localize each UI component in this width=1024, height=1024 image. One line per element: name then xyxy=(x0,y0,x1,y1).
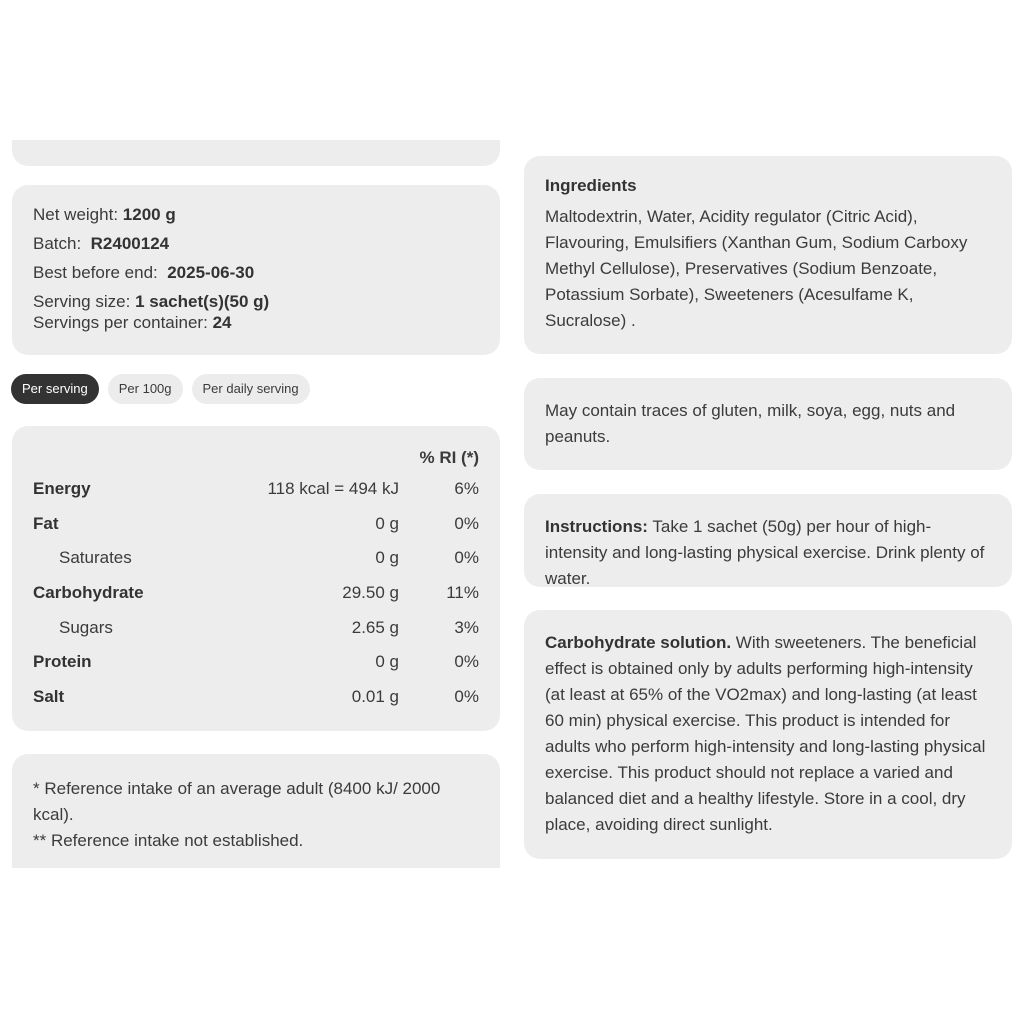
nutrition-row-saturates xyxy=(33,541,479,576)
allergens-card xyxy=(524,378,1012,470)
net-weight-row xyxy=(33,205,479,234)
footnote-reference-intake: * Reference intake of an average adult (8400 kJ/ 2000 kcal). xyxy=(33,779,441,824)
serving-size-label: Serving size: xyxy=(33,292,131,311)
description-text: With sweeteners. The beneficial effect is obtained only by adults performing high-intensity (at least at 65% of the VO2max) and long-lasting (at least 60 min) physical exercise. This product is intended for adults who perform high-intensity and long-lasting physical exercise. This product should not replace a varied and balanced diet and a healthy lifestyle. Store in a cool, dry place, avoiding direct sunlight. xyxy=(545,633,986,834)
nutrient-amount: 29.50 g xyxy=(342,583,399,603)
ingredients-text: Maltodextrin, Water, Acidity regulator (Citric Acid), Flavouring, Emulsifiers (Xanthan Gum, Sodium Carboxy Methyl Cellulose), Preservatives (Sodium Benzoate, Potassium Sorbate), Sweeteners (Acesulfame K, Sucralose) . xyxy=(545,207,968,330)
nutrition-row-fat xyxy=(33,507,479,542)
nutrient-amount: 0 g xyxy=(375,652,399,672)
nutrition-row-carbohydrate xyxy=(33,576,479,611)
nutrition-tabs xyxy=(11,374,310,404)
description-label: Carbohydrate solution. xyxy=(545,633,732,652)
nutrient-amount: 0 g xyxy=(375,548,399,568)
nutrition-row-protein xyxy=(33,645,479,680)
nutrient-amount: 0 g xyxy=(375,513,399,533)
ri-header: % RI (*) xyxy=(419,448,479,467)
instructions-label: Instructions: xyxy=(545,517,648,536)
nutrient-amount: 0.01 g xyxy=(351,686,399,706)
best-before-row xyxy=(33,263,479,292)
nutrient-name: Fat xyxy=(33,513,59,533)
nutrient-amount: 2.65 g xyxy=(351,617,399,637)
nutrient-ri: 6% xyxy=(454,479,479,499)
nutrition-table xyxy=(33,444,479,714)
nutrient-name: Saturates xyxy=(59,548,132,568)
nutrient-ri: 11% xyxy=(446,583,479,603)
batch-label: Batch: xyxy=(33,234,82,253)
servings-value: 24 xyxy=(212,313,232,332)
net-weight-label: Net weight: xyxy=(33,205,119,224)
nutrient-name: Protein xyxy=(33,652,92,672)
instructions-text: Take 1 sachet (50g) per hour of high-intensity and long-lasting physical exercise. Drink plenty of water. xyxy=(545,517,985,588)
nutrient-ri: 0% xyxy=(454,686,479,706)
nutrient-name: Salt xyxy=(33,686,65,706)
instructions-card xyxy=(524,494,1012,587)
previous-card-stub xyxy=(12,140,500,166)
nutrition-header-row xyxy=(33,444,479,472)
nutrient-ri: 0% xyxy=(454,548,479,568)
nutrition-row-energy xyxy=(33,472,479,507)
description-card xyxy=(524,610,1012,859)
net-weight-value: 1200 g xyxy=(122,205,176,224)
serving-size-row xyxy=(33,292,479,313)
nutrient-ri: 3% xyxy=(454,617,479,637)
nutrient-ri: 0% xyxy=(454,652,479,672)
footnote-not-established: ** Reference intake not established. xyxy=(33,831,304,850)
servings-label: Servings per container: xyxy=(33,313,208,332)
footnotes-card xyxy=(12,754,500,868)
batch-row xyxy=(33,234,479,263)
allergens-text: May contain traces of gluten, milk, soya, egg, nuts and peanuts. xyxy=(545,401,956,446)
nutrition-row-sugars xyxy=(33,610,479,645)
nutrition-row-salt xyxy=(33,680,479,715)
tab-per-daily-serving[interactable]: Per daily serving xyxy=(192,374,310,404)
product-info-card xyxy=(12,185,500,355)
ingredients-card xyxy=(524,156,1012,354)
tab-per-serving[interactable]: Per serving xyxy=(11,374,99,404)
nutrition-table-card xyxy=(12,426,500,731)
serving-size-value: 1 sachet(s)(50 g) xyxy=(135,292,270,311)
nutrient-name: Energy xyxy=(33,479,91,499)
ingredients-title: Ingredients xyxy=(545,176,637,195)
nutrient-name: Carbohydrate xyxy=(33,583,144,603)
tab-per-100g[interactable]: Per 100g xyxy=(108,374,183,404)
nutrient-amount: 118 kcal = 494 kJ xyxy=(267,479,399,499)
batch-value: R2400124 xyxy=(90,234,170,253)
best-before-label: Best before end: xyxy=(33,263,158,282)
nutrient-name: Sugars xyxy=(59,617,113,637)
best-before-value: 2025-06-30 xyxy=(167,263,255,282)
nutrient-ri: 0% xyxy=(454,513,479,533)
servings-row xyxy=(33,313,479,342)
